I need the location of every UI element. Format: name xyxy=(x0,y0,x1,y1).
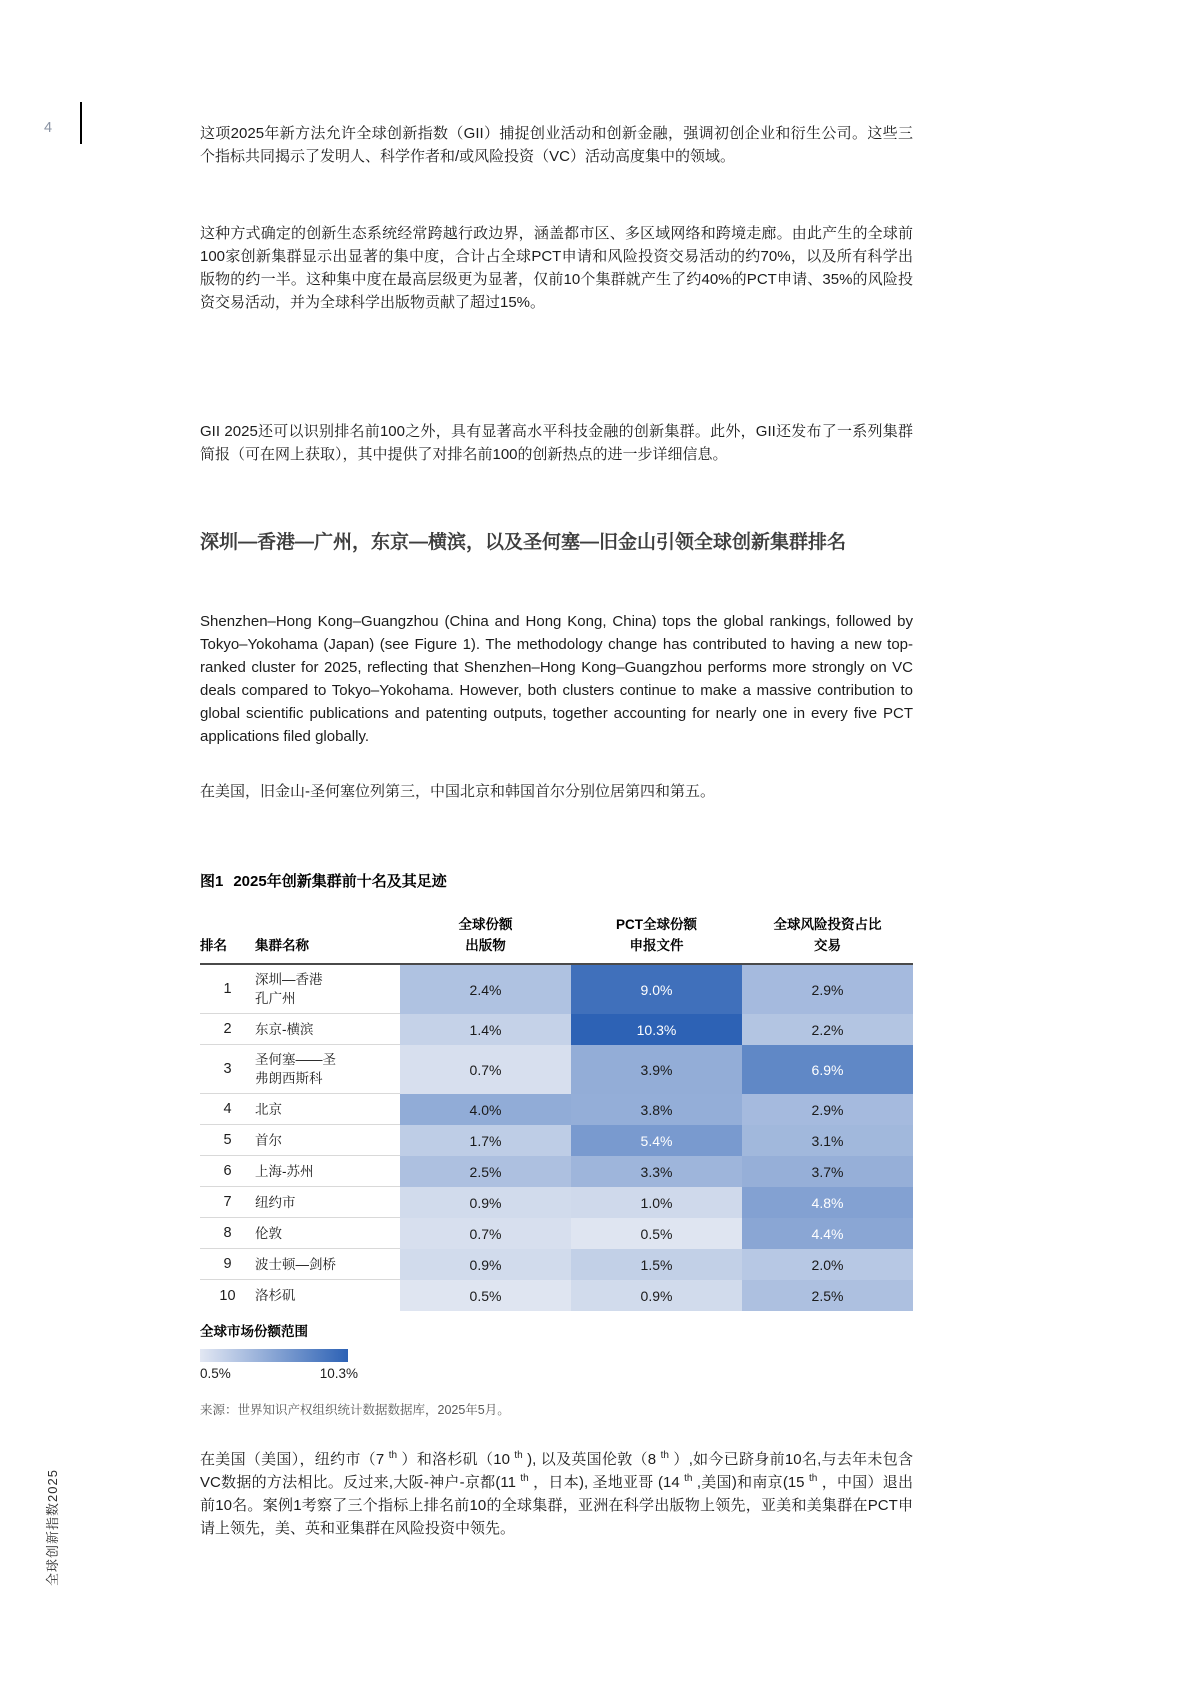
cluster-name-cell: 圣何塞——圣 弗朗西斯科 xyxy=(255,1045,400,1094)
table-row xyxy=(200,1045,913,1094)
legend-gradient-bar xyxy=(200,1349,348,1362)
rank-cell: 8 xyxy=(200,1218,255,1249)
table-row xyxy=(200,1218,913,1249)
cluster-name-cell: 纽约市 xyxy=(255,1187,400,1218)
cluster-name-cell: 伦敦 xyxy=(255,1218,400,1249)
metric-cell: 4.4% xyxy=(742,1218,913,1249)
figure-caption: 2025年创新集群前十名及其足迹 xyxy=(233,873,447,890)
header-rank: 排名 xyxy=(200,938,227,953)
table-row xyxy=(200,1014,913,1045)
clusters-table xyxy=(200,914,913,1311)
metric-cell: 2.5% xyxy=(400,1156,571,1187)
share-legend xyxy=(200,1320,358,1381)
metric-cell: 10.3% xyxy=(571,1014,742,1045)
metric-cell: 0.9% xyxy=(400,1187,571,1218)
section-heading: 深圳—香港—广州，东京—横滨，以及圣何塞—旧金山引领全球创新集群排名 xyxy=(200,532,847,553)
header-publications: 全球份额 出版物 xyxy=(458,917,513,953)
table-row xyxy=(200,1156,913,1187)
table-row xyxy=(200,1125,913,1156)
metric-cell: 5.4% xyxy=(571,1125,742,1156)
rank-cell: 4 xyxy=(200,1094,255,1125)
metric-cell: 4.8% xyxy=(742,1187,913,1218)
table-header-row xyxy=(200,914,913,965)
metric-cell: 2.5% xyxy=(742,1280,913,1311)
paragraph-methodology: 这项2025年新方法允许全球创新指数（GII）捕捉创业活动和创新金融，强调初创企业和衍生公司。这些三个指标共同揭示了发明人、科学作者和/或风险投资（VC）活动高度集中的领域。 xyxy=(200,125,913,165)
legend-title: 全球市场份额范围 xyxy=(200,1324,308,1339)
rank-cell: 1 xyxy=(200,965,255,1014)
rank-cell: 3 xyxy=(200,1045,255,1094)
metric-cell: 0.9% xyxy=(400,1249,571,1280)
metric-cell: 3.9% xyxy=(571,1045,742,1094)
rank-cell: 2 xyxy=(200,1014,255,1045)
metric-cell: 0.9% xyxy=(571,1280,742,1311)
cluster-name-cell: 东京-横滨 xyxy=(255,1014,400,1045)
legend-min-label: 0.5% xyxy=(200,1366,231,1381)
paragraph-gii-briefs: GII 2025还可以识别排名前100之外，具有显著高水平科技金融的创新集群。此外，GII还发布了一系列集群简报（可在网上获取），其中提供了对排名前100的创新热点的进一步详细信息。 xyxy=(200,423,913,463)
metric-cell: 3.1% xyxy=(742,1125,913,1156)
page-number: 4 xyxy=(44,120,53,136)
metric-cell: 2.2% xyxy=(742,1014,913,1045)
cluster-name-cell: 上海-苏州 xyxy=(255,1156,400,1187)
table-row xyxy=(200,965,913,1014)
metric-cell: 9.0% xyxy=(571,965,742,1014)
cluster-name-cell: 北京 xyxy=(255,1094,400,1125)
header-pct-filings: PCT全球份额 申报文件 xyxy=(616,917,697,953)
paragraph-english-summary: Shenzhen–Hong Kong–Guangzhou (China and Hong Kong, China) tops the global rankings, followed by Tokyo–Yokohama (Japan) (see Figure 1). The methodology change has contributed to having a new top-ranked cluster for 2025, reflecting that Shenzhen–Hong Kong–Guangzhou performs more strongly on VC deals compared to Tokyo–Yokohama. However, both clusters continue to make a massive contribution to global scientific publications and patenting outputs, together accounting for nearly one in every five PCT applications filed globally. xyxy=(200,613,913,745)
paragraph-us-ranks: 在美国，旧金山-圣何塞位列第三，中国北京和韩国首尔分别位居第四和第五。 xyxy=(200,783,715,800)
metric-cell: 3.8% xyxy=(571,1094,742,1125)
table-row xyxy=(200,1187,913,1218)
rank-cell: 7 xyxy=(200,1187,255,1218)
paragraph-top10-changes: 在美国（美国），纽约市（7 $^{th}$ ）和洛杉矶（10 $^{th}$ ), 以及英国伦敦（8 $^{th}$ ）,如今已跻身前10名,与去年未包含VC数据的方法相比。反过来,大阪-神户-京都(11 $^{th}$ ，日本), 圣地亚哥 (14 $^{th}$ ,美国)和南京(15 $^{th}$ ，中国）退出前10名。案例1考察了三个指标上排名前10的全球集群，亚洲在科学出版物上领先，亚美和美集群在PCT申请上领先，美、英和亚集群在风险投资中领先。 xyxy=(200,1450,914,1537)
cluster-name-cell: 洛杉矶 xyxy=(255,1288,296,1303)
metric-cell: 1.7% xyxy=(400,1125,571,1156)
header-vc-deals: 全球风险投资占比 交易 xyxy=(773,917,882,953)
cluster-name-cell: 首尔 xyxy=(255,1125,400,1156)
source-note: 来源：世界知识产权组织统计数据数据库，2025年5月。 xyxy=(200,1403,510,1417)
metric-cell: 4.0% xyxy=(400,1094,571,1125)
table-row xyxy=(200,1280,913,1311)
table-row xyxy=(200,1094,913,1125)
paragraph-ecosystems: 这种方式确定的创新生态系统经常跨越行政边界，涵盖都市区、多区域网络和跨境走廊。由此产生的全球前100家创新集群显示出显著的集中度，合计占全球PCT申请和风险投资交易活动的约70%，以及所有科学出版物的约一半。这种集中度在最高层级更为显著，仅前10个集群就产生了约40%的PCT申请、35%的风险投资交易活动，并为全球科学出版物贡献了超过15%。 xyxy=(200,225,913,311)
rank-cell: 10 xyxy=(219,1287,236,1304)
metric-cell: 2.9% xyxy=(742,1094,913,1125)
metric-cell: 1.0% xyxy=(571,1187,742,1218)
metric-cell: 2.4% xyxy=(400,965,571,1014)
figure-title xyxy=(200,870,447,891)
metric-cell: 2.9% xyxy=(742,965,913,1014)
metric-cell: 1.4% xyxy=(400,1014,571,1045)
table-row xyxy=(200,1249,913,1280)
metric-cell: 3.3% xyxy=(571,1156,742,1187)
header-cluster-name: 集群名称 xyxy=(255,938,309,953)
metric-cell: 0.5% xyxy=(571,1218,742,1249)
metric-cell: 0.7% xyxy=(400,1218,571,1249)
figure-label: 图1 xyxy=(200,873,224,890)
rank-cell: 5 xyxy=(200,1125,255,1156)
table-body xyxy=(200,965,913,1311)
metric-cell: 3.7% xyxy=(742,1156,913,1187)
metric-cell: 0.5% xyxy=(400,1280,571,1311)
legend-labels xyxy=(200,1366,358,1381)
cluster-name-cell: 波士顿—剑桥 xyxy=(255,1249,400,1280)
metric-cell: 1.5% xyxy=(571,1249,742,1280)
metric-cell: 0.7% xyxy=(400,1045,571,1094)
metric-cell: 6.9% xyxy=(742,1045,913,1094)
rank-cell: 9 xyxy=(200,1249,255,1280)
header-rule xyxy=(80,102,82,144)
cluster-name-cell: 深圳—香港 孔广州 xyxy=(255,965,400,1014)
side-vertical-label: 全球创新指数2025 xyxy=(45,1469,60,1586)
rank-cell: 6 xyxy=(200,1156,255,1187)
metric-cell: 2.0% xyxy=(742,1249,913,1280)
legend-max-label: 10.3% xyxy=(319,1366,358,1381)
